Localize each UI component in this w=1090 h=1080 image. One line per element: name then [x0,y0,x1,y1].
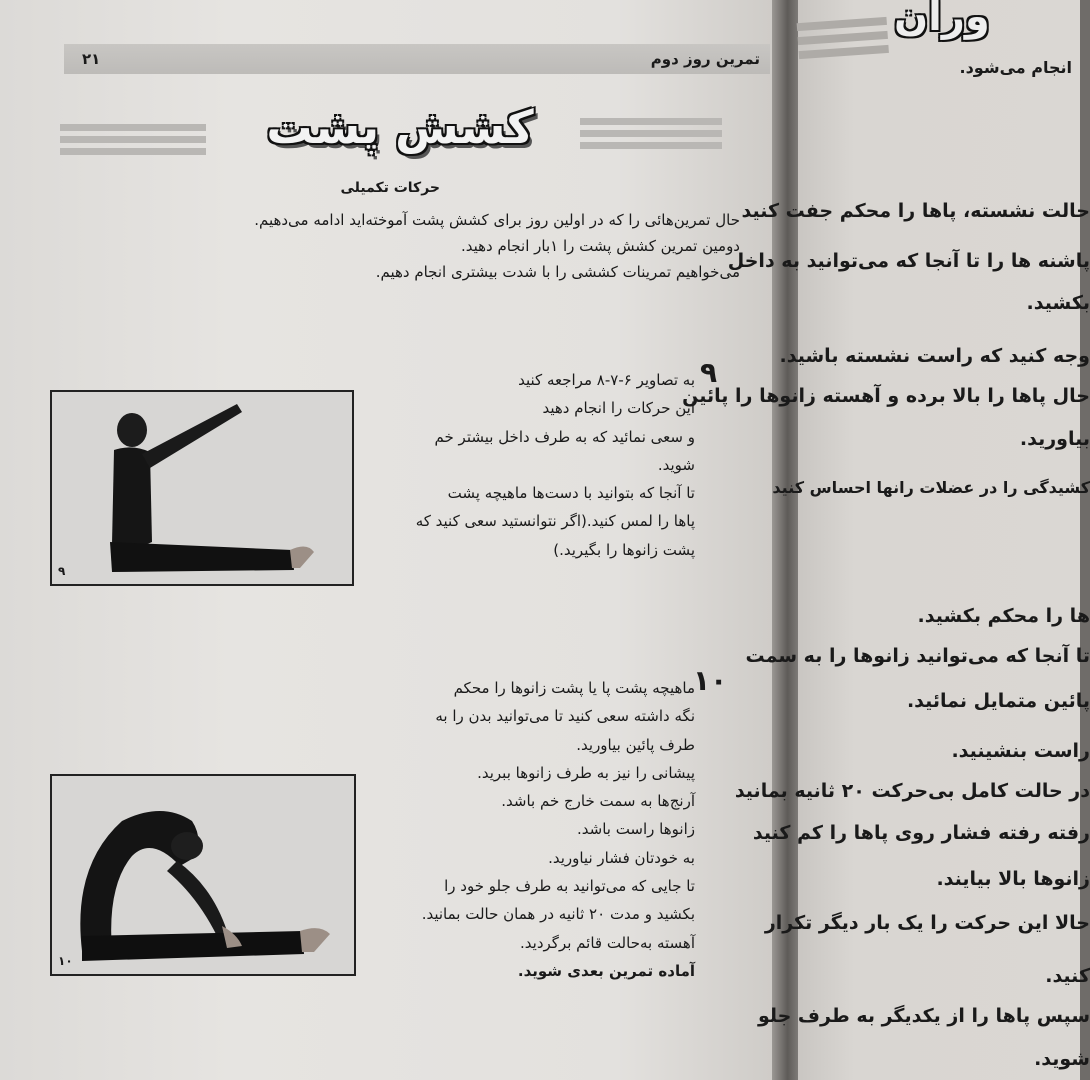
right-line: راست بنشینید. [951,740,1090,762]
exercise-line: به تصاویر ۶-۷-۸ مراجعه کنید [518,371,695,389]
exercise-10-photo [50,774,356,976]
exercise-10-text [360,674,695,985]
right-line: زانوها بالا بیایند. [936,868,1090,890]
exercise-line: تا جایی که می‌توانید به طرف جلو خود را [444,877,695,896]
intro-line: حال تمرین‌هائی را که در اولین روز برای کشش پشت آموخته‌اید ادامه می‌دهیم. [254,211,740,229]
seated-forward-bend-illustration [52,776,354,974]
right-title-stripes [797,17,890,65]
right-line: بیاورید. [1019,428,1090,450]
running-header [64,44,770,74]
exercise-line: به خودتان فشار نیاورید. [548,848,695,867]
intro-paragraph [170,207,740,285]
exercise-line: زانوها راست باشد. [576,820,695,839]
right-line: شوید. [1034,1048,1090,1070]
photo-label: ۱۰ [58,954,73,968]
right-line: کشیدگی را در عضلات رانها احساس کنید [772,478,1090,497]
exercise-line: طرف پائین بیاورید. [576,735,695,754]
title-stripes-right [580,118,722,158]
right-line: در حالت کامل بی‌حرکت ۲۰ ثانیه بمانید [734,780,1090,802]
intro-line: می‌خواهیم تمرینات کششی را با شدت بیشتری انجام دهیم. [375,263,740,281]
right-line: کنید. [1045,965,1090,987]
right-line: پاشنه ها را تا آنجا که می‌توانید به داخل [727,250,1090,272]
section-subtitle: حرکات تکمیلی [340,180,440,196]
exercise-line: نگه داشته سعی کنید تا می‌توانید بدن را به [435,707,695,726]
exercise-line: ماهیچه پشت پا یا پشت زانوها را محکم [453,679,695,697]
seated-reach-illustration [52,392,352,584]
intro-line: دومین تمرین کشش پشت را ۱بار انجام دهید. [460,237,740,255]
exercise-line: پاها را لمس کنید.(اگر نتوانستید سعی کنید که [415,512,695,531]
right-page-title: وران [894,0,990,40]
right-page-subtitle: انجام می‌شود. [959,58,1072,77]
right-line: وجه کنید که راست نشسته باشید. [779,345,1090,367]
exercise-line: آهسته به‌حالت قائم برگردید. [520,933,695,952]
exercise-9-photo [50,390,354,586]
exercise-number: ۹ [700,356,718,389]
right-line: ها را محکم بکشید. [917,605,1090,627]
right-line: حال پاها را بالا برده و آهسته زانوها را پائین [682,385,1090,407]
right-line: رفته رفته فشار روی پاها را کم کنید [752,822,1090,844]
exercise-line: این حرکات را انجام دهید [542,399,695,418]
exercise-line: و سعی نمائید که به طرف داخل بیشتر خم [434,427,695,446]
photo-label: ۹ [58,564,66,578]
exercise-closing: آماده تمرین بعدی شوید. [517,961,695,980]
right-line: تا آنجا که می‌توانید زانوها را به سمت [745,645,1090,667]
title-stripes-left [60,124,206,164]
right-line: پائین متمایل نمائید. [906,690,1090,712]
exercise-line: تا آنجا که بتوانید با دست‌ها ماهیچه پشت [447,484,695,503]
section-title: کشش پشت [266,100,534,154]
exercise-number: ۱۰ [693,664,728,697]
right-line: حالا این حرکت را یک بار دیگر تکرار [764,912,1090,934]
exercise-line: بکشید و مدت ۲۰ ثانیه در همان حالت بمانید. [421,905,695,924]
running-header-title: تمرین روز دوم [650,50,760,68]
exercise-line: پیشانی را نیز به طرف زانوها ببرید. [477,763,695,782]
right-line: حالت نشسته، پاها را محکم جفت کنید [741,200,1090,222]
right-line: بکشید. [1026,292,1090,314]
exercise-line: پشت زانوها را بگیرید.) [553,540,695,559]
exercise-9-text [360,366,695,564]
right-line: سپس پاها را از یکدیگر به طرف جلو [757,1005,1090,1027]
exercise-line: شوید. [657,455,695,474]
exercise-line: آرنج‌ها به سمت خارج خم باشد. [501,792,695,811]
page-number: ۲۱ [82,50,101,68]
